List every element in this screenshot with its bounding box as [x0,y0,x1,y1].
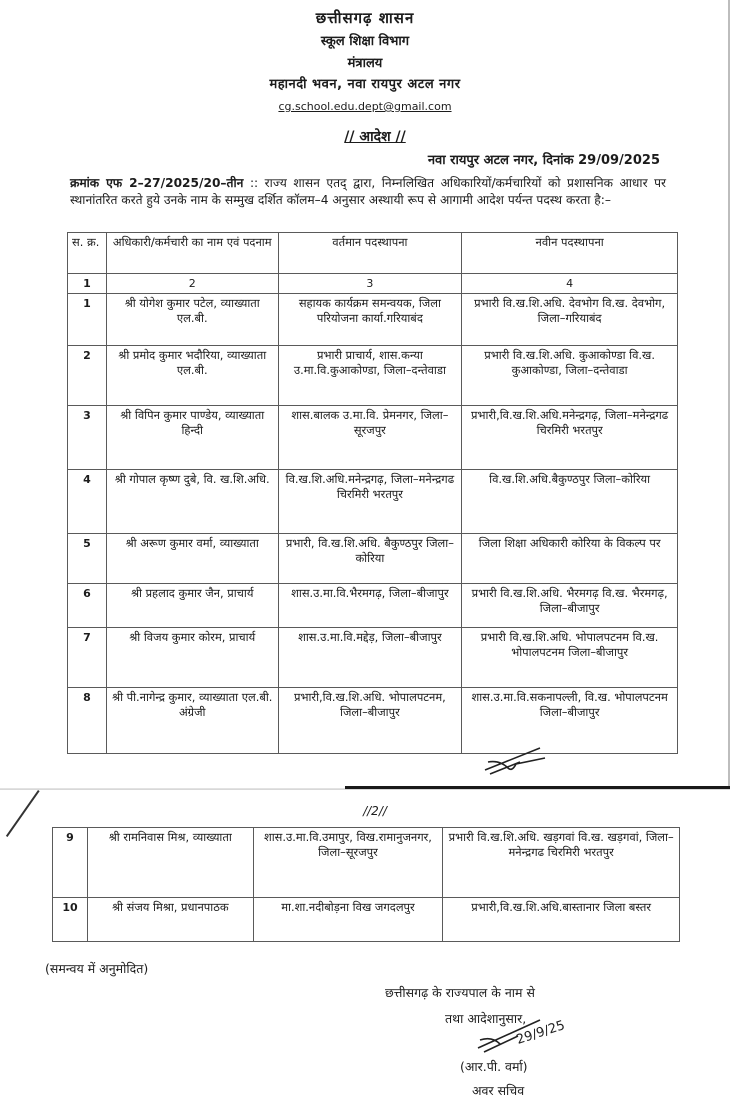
header-current-posting: वर्तमान पदस्थापना [278,233,462,274]
row-new: प्रभारी वि.ख.शि.अधि. कुआकोण्डा वि.ख. कुआकोण्डा, जिला–दन्तेवाडा [462,346,678,406]
table-row [68,688,678,754]
row-current: शास.उ.मा.वि.उमापुर, विख.रामानुजनगर, जिला–सूरजपुर [253,828,443,898]
row-name: श्री गोपाल कृष्ण दुबे, वि. ख.शि.अधि. [106,470,278,534]
row-sn: 3 [68,406,107,470]
row-current: शास.उ.मा.वि.भैरमगढ़, जिला–बीजापुर [278,584,462,628]
header-name: अधिकारी/कर्मचारी का नाम एवं पदनाम [106,233,278,274]
order-intro [70,175,666,209]
page-number-marker: //2// [363,804,387,818]
row-name: श्री पी.नागेन्द्र कुमार, व्याख्याता एल.बी. अंग्रेजी [106,688,278,754]
table-row [68,294,678,346]
department-email: cg.school.edu.dept@gmail.com [278,100,452,113]
transfer-table-page2 [52,827,680,942]
row-sn: 6 [68,584,107,628]
row-name: श्री विपिन कुमार पाण्डेय, व्याख्याता हिन्दी [106,406,278,470]
row-sn: 7 [68,628,107,688]
approval-note: (समन्वय में अनुमोदित) [45,961,149,976]
row-name: श्री रामनिवास मिश्र, व्याख्याता [87,828,253,898]
ministry-heading: मंत्रालय [347,56,383,71]
table-row [68,584,678,628]
page-edge-shadow [345,786,730,789]
page-divider [0,789,730,790]
transfer-table-page1 [67,232,678,754]
colnum-3: 3 [278,274,462,294]
table-row [68,346,678,406]
row-current: शास.बालक उ.मा.वि. प्रेमनगर, जिला–सूरजपुर [278,406,462,470]
row-name: श्री प्रमोद कुमार भदौरिया, व्याख्याता एल.बी. [106,346,278,406]
row-name: श्री प्रहलाद कुमार जैन, प्राचार्य [106,584,278,628]
row-current: सहायक कार्यक्रम समन्वयक, जिला परियोजना कार्या.गरियाबंद [278,294,462,346]
row-sn: 5 [68,534,107,584]
row-new: प्रभारी,वि.ख.शि.अधि.बास्तानार जिला बस्तर [443,898,680,942]
table-row [68,628,678,688]
table-row [53,898,680,942]
row-new: प्रभारी वि.ख.शि.अधि. देवभोग वि.ख. देवभोग, जिला–गरियाबंद [462,294,678,346]
table-row [68,534,678,584]
order-number: क्रमांक एफ 2–27/2025/20–तीन [70,176,244,190]
row-sn: 1 [68,294,107,346]
row-new: वि.ख.शि.अधि.बैकुण्ठपुर जिला–कोरिया [462,470,678,534]
table-header-row [68,233,678,274]
row-sn: 4 [68,470,107,534]
row-new: प्रभारी वि.ख.शि.अधि. भोपालपटनम वि.ख. भोपालपटनम जिला–बीजापुर [462,628,678,688]
row-name: श्री विजय कुमार कोरम, प्राचार्य [106,628,278,688]
row-sn: 9 [53,828,88,898]
row-current: मा.शा.नदीबोड़ना विख जगदलपुर [253,898,443,942]
colnum-4: 4 [462,274,678,294]
governor-line-1: छत्तीसगढ़ के राज्यपाल के नाम से [385,985,535,1000]
row-current: प्रभारी,वि.ख.शि.अधि. भोपालपटनम, जिला–बीजापुर [278,688,462,754]
initials-signature [480,740,550,780]
order-intro-text: :: राज्य शासन एतद् द्वारा, निम्नलिखित अधिकारियों/कर्मचारियों को प्रशासनिक आधार पर स्थानांतरित करते हुये उनके नाम के सम्मुख दर्शित कॉलम–4 अनुसार अस्थायी रूप से आगामी आदेश पर्यन्त पदस्थ करता है:– [70,176,667,207]
row-current: वि.ख.शि.अधि.मनेन्द्रगढ़, जिला–मनेन्द्रगढ चिरमिरी भरतपुर [278,470,462,534]
table-row [53,828,680,898]
row-name: श्री संजय मिश्रा, प्रधानपाठक [87,898,253,942]
row-current: शास.उ.मा.वि.मद्देड़, जिला–बीजापुर [278,628,462,688]
row-new: प्रभारी,वि.ख.शि.अधि.मनेन्द्रगढ़, जिला–मनेन्द्रगढ चिरमिरी भरतपुर [462,406,678,470]
row-name: श्री अरूण कुमार वर्मा, व्याख्याता [106,534,278,584]
order-title: // आदेश // [344,129,406,145]
place-date: नवा रायपुर अटल नगर, दिनांक 29/09/2025 [427,153,660,168]
header-sn: स. क्र. [68,233,107,274]
governor-line-2: तथा आदेशानुसार, [445,1011,527,1026]
row-sn: 10 [53,898,88,942]
address-heading: महानदी भवन, नवा रायपुर अटल नगर [269,77,461,92]
row-new: जिला शिक्षा अधिकारी कोरिया के विकल्प पर [462,534,678,584]
table-row [68,470,678,534]
row-current: प्रभारी प्राचार्य, शास.कन्या उ.मा.वि.कुआकोण्डा, जिला–दन्तेवाडा [278,346,462,406]
row-new: प्रभारी वि.ख.शि.अधि. खड़गवां वि.ख. खड़गवां, जिला–मनेन्द्रगढ चिरमिरी भरतपुर [443,828,680,898]
row-sn: 8 [68,688,107,754]
row-current: प्रभारी, वि.ख.शि.अधि. बैकुण्ठपुर जिला–कोरिया [278,534,462,584]
column-number-row [68,274,678,294]
signer-title: अवर सचिव [472,1083,525,1098]
table-row [68,406,678,470]
signature [470,1010,580,1060]
row-new: शास.उ.मा.वि.सकनापल्ली, वि.ख. भोपालपटनम जिला–बीजापुर [462,688,678,754]
signature-date: 29/9/25 [514,1018,567,1048]
signer-name: (आर.पी. वर्मा) [460,1059,528,1074]
row-new: प्रभारी वि.ख.शि.अधि. भैरमगढ़ वि.ख. भैरमगढ़, जिला–बीजापुर [462,584,678,628]
row-sn: 2 [68,346,107,406]
header-new-posting: नवीन पदस्थापना [462,233,678,274]
colnum-1: 1 [68,274,107,294]
department-heading: स्कूल शिक्षा विभाग [320,34,410,49]
row-name: श्री योगेश कुमार पटेल, व्याख्याता एल.बी. [106,294,278,346]
colnum-2: 2 [106,274,278,294]
government-heading: छत्तीसगढ़ शासन [315,9,415,27]
